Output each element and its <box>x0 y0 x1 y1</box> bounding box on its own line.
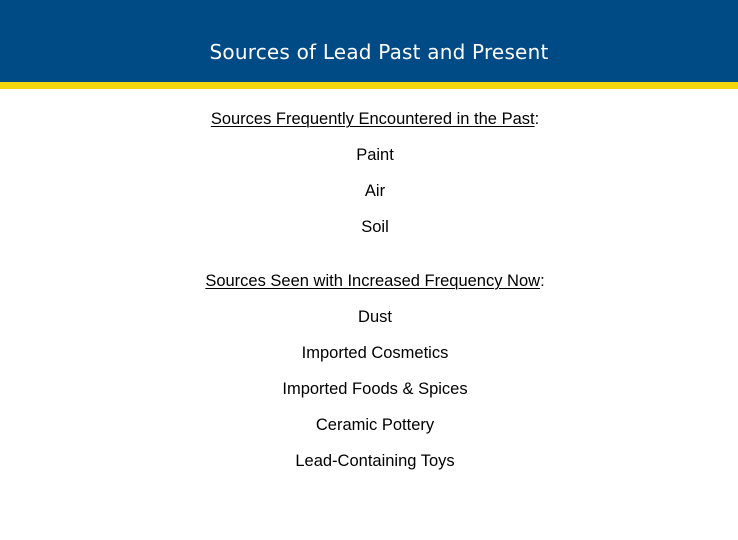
list-item-present-toys: Lead-Containing Toys <box>295 452 455 470</box>
list-item-past-soil: Soil <box>361 218 389 236</box>
list-item-present-dust: Dust <box>358 308 392 326</box>
past-sources-heading <box>0 108 738 130</box>
present-sources-heading-text: Sources Seen with Increased Frequency Now <box>205 272 541 290</box>
past-sources-heading-colon: : <box>534 110 540 128</box>
present-sources-heading <box>0 270 738 292</box>
list-item-present-ceramic-pottery: Ceramic Pottery <box>315 416 435 434</box>
list-item-past-air: Air <box>364 182 386 200</box>
past-sources-heading-text: Sources Frequently Encountered in the Past <box>210 110 535 128</box>
list-item-past-paint: Paint <box>356 146 394 164</box>
slide-title: Sources of Lead Past and Present <box>209 40 549 64</box>
present-sources-heading-colon: : <box>540 272 545 290</box>
list-item-present-foods-spices: Imported Foods & Spices <box>282 380 468 398</box>
list-item-present-cosmetics: Imported Cosmetics <box>301 344 449 362</box>
